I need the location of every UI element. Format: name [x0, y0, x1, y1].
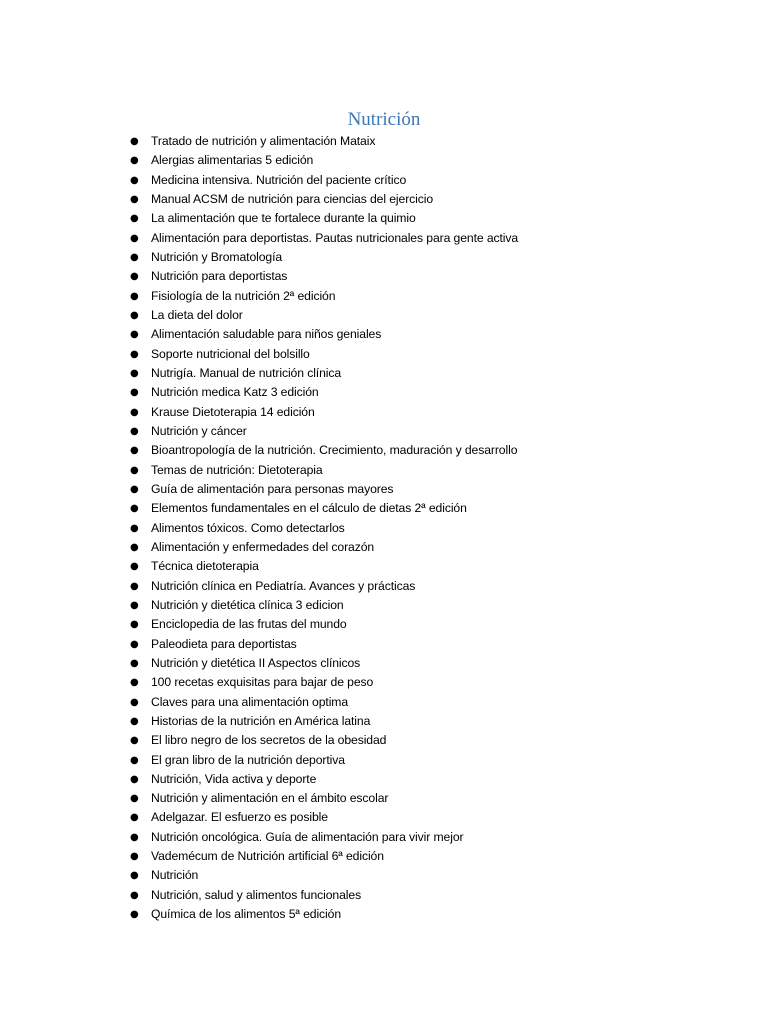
bullet-icon: ●	[130, 851, 139, 863]
book-title: Nutrición para deportistas	[151, 269, 288, 284]
book-title: Alimentación saludable para niños geniales	[151, 327, 382, 342]
book-title: Manual ACSM de nutrición para ciencias del ejercicio	[151, 191, 434, 206]
bullet-icon: ●	[130, 735, 139, 747]
book-title: 100 recetas exquisitas para bajar de peso	[151, 675, 374, 690]
bullet-icon: ●	[130, 348, 139, 360]
book-title: Soporte nutricional del bolsillo	[151, 346, 310, 361]
bullet-icon: ●	[130, 271, 139, 283]
book-title: Nutrición y dietética clínica 3 edicion	[151, 597, 344, 612]
book-title: Nutrición, Vida activa y deporte	[151, 771, 317, 786]
book-title: El gran libro de la nutrición deportiva	[151, 752, 345, 767]
book-title: El libro negro de los secretos de la obesidad	[151, 733, 387, 748]
book-title: Alimentos tóxicos. Como detectarlos	[151, 520, 345, 535]
book-title: Medicina intensiva. Nutrición del paciente crítico	[151, 172, 407, 187]
bullet-icon: ●	[130, 522, 139, 534]
book-title: Historias de la nutrición en América latina	[151, 713, 371, 728]
book-title: Nutrición medica Katz 3 edición	[151, 385, 319, 400]
bullet-icon: ●	[130, 541, 139, 553]
bullet-icon: ●	[130, 445, 139, 457]
book-title: Adelgazar. El esfuerzo es posible	[151, 810, 328, 825]
bullet-icon: ●	[130, 193, 139, 205]
bullet-icon: ●	[130, 599, 139, 611]
bullet-icon: ●	[130, 309, 139, 321]
bullet-icon: ●	[130, 580, 139, 592]
bullet-icon: ●	[130, 715, 139, 727]
book-title: Guía de alimentación para personas mayores	[151, 481, 394, 496]
book-title: Enciclopedia de las frutas del mundo	[151, 617, 347, 632]
bullet-icon: ●	[130, 174, 139, 186]
book-title: Alimentación para deportistas. Pautas nutricionales para gente activa	[151, 230, 519, 245]
bullet-icon: ●	[130, 561, 139, 573]
book-title: Tratado de nutrición y alimentación Mataix	[151, 134, 376, 148]
bullet-icon: ●	[130, 812, 139, 824]
bullet-icon: ●	[130, 657, 139, 669]
bullet-icon: ●	[130, 754, 139, 766]
book-title: La alimentación que te fortalece durante la quimio	[151, 211, 416, 226]
book-title: Alergias alimentarias 5 edición	[151, 153, 314, 168]
book-title: Nutrición	[151, 868, 199, 883]
book-title: Krause Dietoterapia 14 edición	[151, 404, 315, 419]
bullet-icon: ●	[130, 213, 139, 225]
page-title: Nutrición	[347, 109, 421, 130]
bullet-icon: ●	[130, 870, 139, 882]
bullet-icon: ●	[130, 387, 139, 399]
bullet-icon: ●	[130, 909, 139, 921]
book-title: Nutrición y dietética II Aspectos clínicos	[151, 655, 361, 670]
bullet-icon: ●	[130, 773, 139, 785]
book-title: Elementos fundamentales en el cálculo de dietas 2ª edición	[151, 501, 467, 516]
bullet-icon: ●	[130, 619, 139, 631]
bullet-icon: ●	[130, 503, 139, 515]
book-title: Claves para una alimentación optima	[151, 694, 349, 709]
book-title: Técnica dietoterapia	[151, 559, 259, 574]
bullet-icon: ●	[130, 831, 139, 843]
book-title: Bioantropología de la nutrición. Crecimiento, maduración y desarrollo	[151, 443, 518, 458]
bullet-icon: ●	[130, 793, 139, 805]
bullet-icon: ●	[130, 638, 139, 650]
book-title: Nutrición oncológica. Guía de alimentación para vivir mejor	[151, 829, 464, 844]
bullet-icon: ●	[130, 232, 139, 244]
book-title: Vademécum de Nutrición artificial 6ª edición	[151, 849, 384, 864]
book-title: Nutrición y alimentación en el ámbito escolar	[151, 791, 389, 806]
bullet-icon: ●	[130, 290, 139, 302]
book-title: Nutrición, salud y alimentos funcionales	[151, 887, 362, 902]
book-title: Nutrición y Bromatología	[151, 249, 283, 264]
book-title: Nutrigía. Manual de nutrición clínica	[151, 365, 342, 380]
bullet-icon: ●	[130, 155, 139, 167]
book-title: Nutrición y cáncer	[151, 423, 247, 438]
bullet-icon: ●	[130, 425, 139, 437]
book-title: Paleodieta para deportistas	[151, 636, 297, 651]
book-title: La dieta del dolor	[151, 307, 243, 322]
bullet-icon: ●	[130, 329, 139, 341]
bullet-icon: ●	[130, 889, 139, 901]
bullet-icon: ●	[130, 251, 139, 263]
bullet-icon: ●	[130, 406, 139, 418]
book-title: Alimentación y enfermedades del corazón	[151, 539, 375, 554]
bullet-icon: ●	[130, 464, 139, 476]
bullet-icon: ●	[130, 367, 139, 379]
bullet-icon: ●	[130, 696, 139, 708]
book-title: Química de los alimentos 5ª edición	[151, 907, 342, 922]
bullet-icon: ●	[130, 483, 139, 495]
bullet-icon: ●	[130, 677, 139, 689]
book-title: Nutrición clínica en Pediatría. Avances y prácticas	[151, 578, 416, 593]
book-title: Fisiología de la nutrición 2ª edición	[151, 288, 336, 303]
bullet-icon: ●	[130, 136, 139, 147]
book-title: Temas de nutrición: Dietoterapia	[151, 462, 323, 477]
